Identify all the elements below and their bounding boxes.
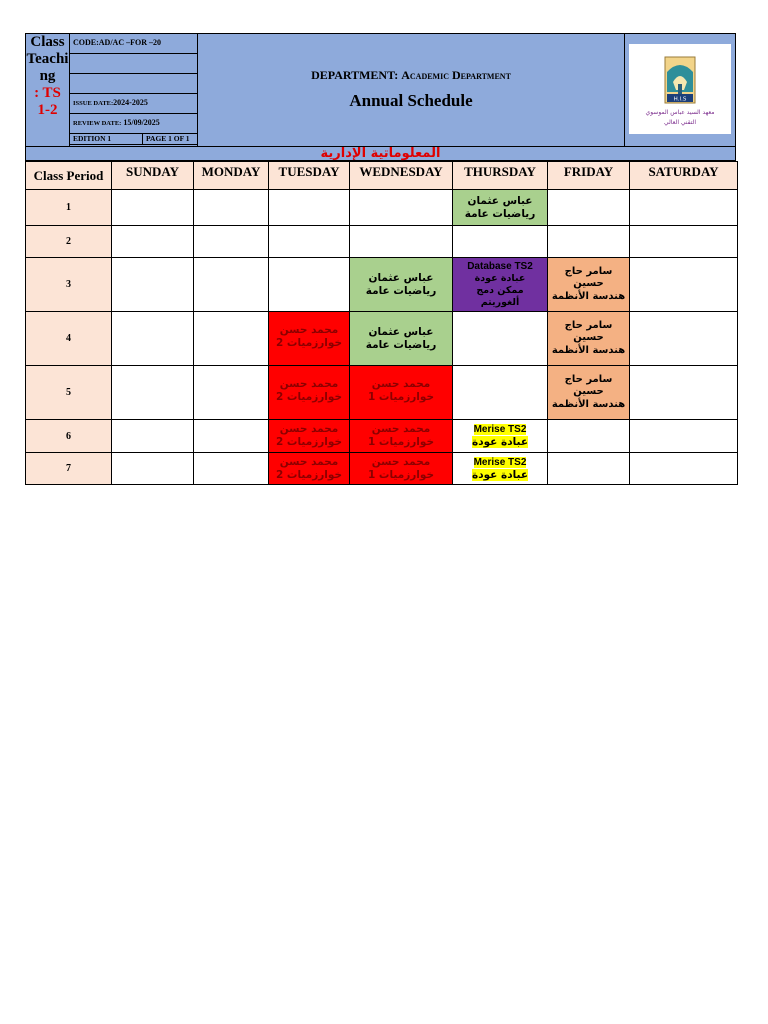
subject-name: خوارزميات 2 — [275, 337, 343, 349]
period-number: 7 — [26, 453, 112, 485]
cell-saturday — [630, 453, 738, 485]
class-cell-algorithms-1 — [350, 453, 453, 485]
meta-empty-row-1 — [70, 54, 197, 74]
subject-name: رياضيات عامة — [464, 207, 536, 220]
cell-monday — [194, 366, 269, 420]
logo-badge: H.I.S — [673, 96, 687, 103]
teacher-name: عباس عثمان — [368, 325, 434, 338]
review-date-value: 15/09/2025 — [123, 118, 160, 127]
subject-name: هندسة الأنظمة — [551, 398, 626, 410]
review-date-label: REVIEW DATE: — [73, 120, 122, 127]
column-header-thursday: THURSDAY — [453, 162, 548, 190]
table-row-period-1 — [26, 190, 738, 226]
cell-monday — [194, 420, 269, 453]
subject-name: خوارزميات 1 — [367, 436, 435, 448]
subject-name: خوارزميات 2 — [275, 391, 343, 403]
teacher-name: محمد حسن — [371, 455, 431, 468]
period-number: 4 — [26, 312, 112, 366]
teacher-name: عبادة عودة — [472, 468, 528, 481]
issue-date-label: ISSUE DATE: — [73, 100, 114, 107]
class-cell-database — [453, 258, 548, 312]
teacher-name: سامر حاج حسين — [564, 319, 613, 344]
cell-sunday — [112, 226, 194, 258]
schedule-table — [25, 161, 738, 485]
course-name: Database TS2 — [467, 260, 533, 272]
teacher-name: محمد حسن — [279, 324, 339, 336]
period-number: 5 — [26, 366, 112, 420]
column-header-monday: MONDAY — [194, 162, 269, 190]
cell-monday — [194, 258, 269, 312]
teacher-name: سامر حاج حسين — [564, 265, 613, 290]
cell-saturday — [630, 258, 738, 312]
class-cell-systems — [548, 312, 630, 366]
class-cell-algorithms-2 — [269, 453, 350, 485]
class-label — [26, 34, 70, 146]
period-number: 3 — [26, 258, 112, 312]
subject-name: خوارزميات 2 — [275, 468, 343, 481]
code-field: CODE:AD/AC –FOR –20 — [70, 34, 197, 54]
issue-date-field — [70, 94, 197, 114]
teacher-name: محمد حسن — [371, 423, 431, 435]
column-header-friday: FRIDAY — [548, 162, 630, 190]
cell-saturday — [630, 420, 738, 453]
class-cell-systems — [548, 366, 630, 420]
cell-sunday — [112, 453, 194, 485]
table-row-period-2 — [26, 226, 738, 258]
teacher-name: محمد حسن — [279, 455, 339, 468]
course-name: Merise TS2 — [473, 424, 527, 435]
column-header-class-period: Class Period — [26, 162, 112, 190]
subject-name: خوارزميات 1 — [367, 391, 435, 403]
class-cell-merise — [453, 453, 548, 485]
department-arabic: المعلوماتية الإدارية — [320, 146, 441, 161]
class-cell-algorithms-1 — [350, 420, 453, 453]
document-header — [25, 33, 736, 161]
class-cell-merise — [453, 420, 548, 453]
table-row-period-7 — [26, 453, 738, 485]
department-label: DEPARTMENT: — [311, 68, 399, 82]
department-value: Academic Department — [401, 68, 511, 82]
class-teaching-title: Class Teaching — [26, 34, 69, 84]
column-header-sunday: SUNDAY — [112, 162, 194, 190]
class-cell-algorithms-2 — [269, 366, 350, 420]
period-number: 1 — [26, 190, 112, 226]
subject-name: رياضيات عامة — [365, 338, 437, 351]
column-header-wednesday: WEDNESDAY — [350, 162, 453, 190]
teacher-name: سامر حاج حسين — [564, 373, 613, 398]
cell-tuesday — [269, 190, 350, 226]
class-cell-systems — [548, 258, 630, 312]
class-cell-general-math — [453, 190, 548, 226]
class-cell-general-math — [350, 258, 453, 312]
cell-monday — [194, 190, 269, 226]
course-name: Merise TS2 — [473, 456, 527, 468]
cell-monday — [194, 453, 269, 485]
cell-sunday — [112, 190, 194, 226]
logo-name-line-1: معهد السيد عباس الموسوي — [645, 109, 715, 116]
cell-monday — [194, 226, 269, 258]
table-row-period-4 — [26, 312, 738, 366]
table-row-period-6 — [26, 420, 738, 453]
subject-name: هندسة الأنظمة — [551, 290, 626, 302]
edition-row — [70, 134, 197, 145]
class-cell-general-math — [350, 312, 453, 366]
column-header-tuesday: TUESDAY — [269, 162, 350, 190]
table-row-period-5 — [26, 366, 738, 420]
cell-sunday — [112, 420, 194, 453]
cell-friday — [548, 453, 630, 485]
teacher-name: محمد حسن — [371, 378, 431, 390]
cell-thursday — [453, 312, 548, 366]
cell-tuesday — [269, 226, 350, 258]
cell-wednesday — [350, 190, 453, 226]
page-field: PAGE 1 OF 1 — [146, 134, 190, 143]
column-header-saturday: SATURDAY — [630, 162, 738, 190]
department-line — [198, 68, 624, 83]
period-number: 2 — [26, 226, 112, 258]
logo-emblem-icon — [629, 44, 731, 134]
cell-monday — [194, 312, 269, 366]
subject-name: خوارزميات 1 — [367, 468, 435, 481]
department-arabic-banner — [26, 146, 735, 161]
class-teaching-group: : TS 1-2 — [34, 85, 61, 118]
class-cell-algorithms-1 — [350, 366, 453, 420]
document-metadata — [70, 34, 198, 146]
table-row-period-3 — [26, 258, 738, 312]
cell-thursday — [453, 366, 548, 420]
cell-tuesday — [269, 258, 350, 312]
class-cell-algorithms-2 — [269, 312, 350, 366]
edition-field: EDITION 1 — [70, 134, 143, 144]
teacher-name: محمد حسن — [279, 423, 339, 435]
cell-saturday — [630, 226, 738, 258]
meta-empty-row-2 — [70, 74, 197, 94]
cell-friday — [548, 420, 630, 453]
subject-name: خوارزميات 2 — [275, 436, 343, 448]
subject-name: رياضيات عامة — [365, 284, 437, 297]
class-cell-algorithms-2 — [269, 420, 350, 453]
cell-sunday — [112, 258, 194, 312]
cell-thursday — [453, 226, 548, 258]
logo-name-line-2: التقني العالي — [663, 119, 697, 126]
header-center — [198, 34, 625, 146]
table-header-row — [26, 162, 738, 190]
review-date-field — [70, 114, 197, 134]
cell-sunday — [112, 312, 194, 366]
period-number: 6 — [26, 420, 112, 453]
cell-sunday — [112, 366, 194, 420]
cell-saturday — [630, 366, 738, 420]
teacher-name: عبادة عودة — [474, 272, 526, 284]
cell-friday — [548, 226, 630, 258]
teacher-name: عباس عثمان — [368, 271, 434, 284]
cell-saturday — [630, 312, 738, 366]
page-title: Annual Schedule — [349, 91, 473, 110]
issue-date-value: 2024-2025 — [113, 98, 148, 107]
cell-saturday — [630, 190, 738, 226]
subject-name: هندسة الأنظمة — [551, 344, 626, 356]
institute-logo — [629, 44, 731, 134]
cell-friday — [548, 190, 630, 226]
merge-note: ممكن دمج — [476, 284, 524, 296]
cell-wednesday — [350, 226, 453, 258]
teacher-name: عباس عثمان — [467, 194, 533, 207]
teacher-name: عبادة عودة — [472, 436, 528, 448]
merge-subject: ألغوريتم — [480, 296, 520, 308]
teacher-name: محمد حسن — [279, 378, 339, 390]
